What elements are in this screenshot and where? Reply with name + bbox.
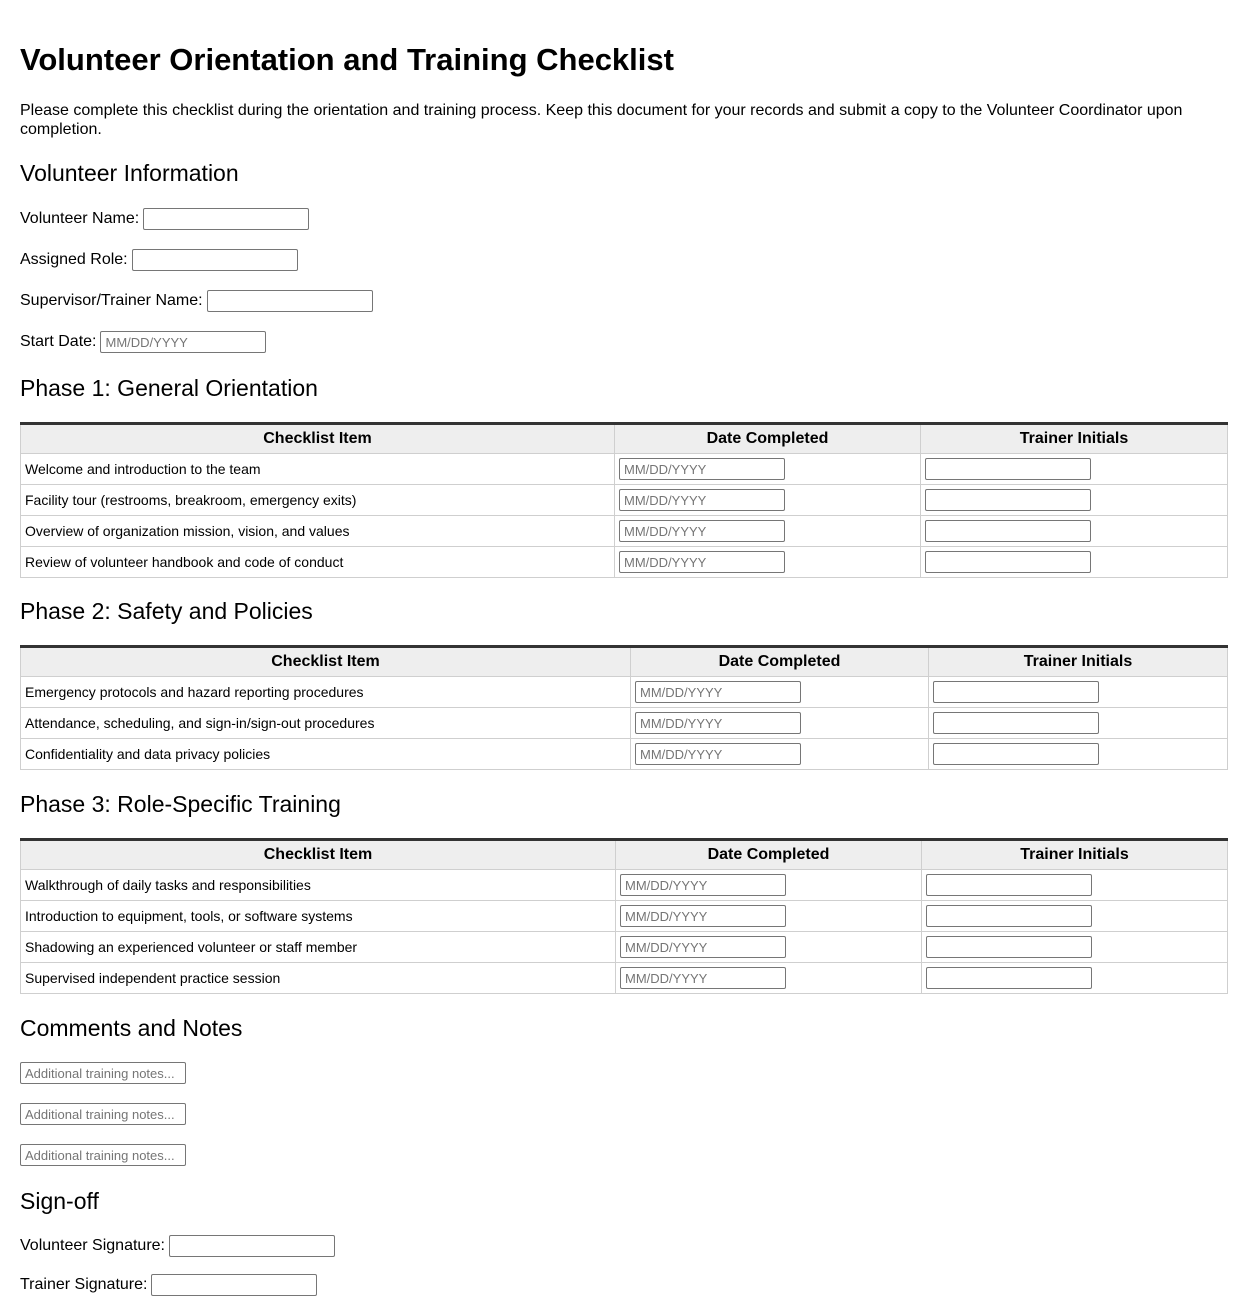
trainer-initials-input[interactable] <box>926 874 1092 896</box>
phase3-table <box>20 838 1228 994</box>
table-row <box>21 932 1228 963</box>
intro-text: Please complete this checklist during the orientation and training process. Keep this document for your records and submit a copy to the Volunteer Coordinator upon completion. <box>20 102 1183 138</box>
checklist-item-label: Review of volunteer handbook and code of conduct <box>21 547 615 578</box>
volunteer-signature-row <box>20 1235 335 1257</box>
date-completed-input[interactable] <box>620 905 786 927</box>
trainer-signature-row <box>20 1274 317 1296</box>
table-row <box>21 485 1228 516</box>
trainer-initials-cell <box>921 454 1228 485</box>
phase1-table <box>20 422 1228 578</box>
col-header-date: Date Completed <box>616 840 922 870</box>
checklist-item-label: Walkthrough of daily tasks and responsibilities <box>21 870 616 901</box>
date-completed-input[interactable] <box>635 712 801 734</box>
notes-input-2[interactable] <box>20 1103 186 1125</box>
date-completed-input[interactable] <box>635 681 801 703</box>
col-header-item: Checklist Item <box>21 647 631 677</box>
comments-heading: Comments and Notes <box>20 1015 243 1041</box>
trainer-initials-input[interactable] <box>925 520 1091 542</box>
checklist-item-label: Facility tour (restrooms, breakroom, emergency exits) <box>21 485 615 516</box>
col-header-initials: Trainer Initials <box>922 840 1228 870</box>
checklist-item-label: Emergency protocols and hazard reporting procedures <box>21 677 631 708</box>
start-date-row <box>20 331 266 353</box>
phase1-rows <box>21 454 1228 578</box>
checklist-item-label: Shadowing an experienced volunteer or staff member <box>21 932 616 963</box>
trainer-initials-input[interactable] <box>926 967 1092 989</box>
table-header-row <box>21 647 1228 677</box>
checklist-item-label: Overview of organization mission, vision, and values <box>21 516 615 547</box>
trainer-initials-input[interactable] <box>933 681 1099 703</box>
volunteer-name-label: Volunteer Name: <box>20 210 140 227</box>
date-completed-cell <box>616 932 922 963</box>
signoff-heading: Sign-off <box>20 1188 99 1214</box>
date-completed-cell <box>616 963 922 994</box>
phase2-rows <box>21 677 1228 770</box>
phase3-rows <box>21 870 1228 994</box>
trainer-initials-cell <box>921 516 1228 547</box>
trainer-initials-input[interactable] <box>926 936 1092 958</box>
trainer-signature-label: Trainer Signature: <box>20 1276 148 1293</box>
trainer-initials-cell <box>929 708 1228 739</box>
checklist-item-label: Welcome and introduction to the team <box>21 454 615 485</box>
trainer-initials-cell <box>929 677 1228 708</box>
trainer-initials-input[interactable] <box>925 458 1091 480</box>
notes-input-1[interactable] <box>20 1062 186 1084</box>
col-header-item: Checklist Item <box>21 424 615 454</box>
supervisor-name-label: Supervisor/Trainer Name: <box>20 292 203 309</box>
col-header-date: Date Completed <box>631 647 929 677</box>
trainer-initials-cell <box>921 485 1228 516</box>
phase2-heading: Phase 2: Safety and Policies <box>20 598 313 624</box>
trainer-initials-cell <box>922 901 1228 932</box>
table-row <box>21 901 1228 932</box>
phase2-table <box>20 645 1228 770</box>
table-row <box>21 454 1228 485</box>
trainer-initials-cell <box>922 870 1228 901</box>
phase3-heading: Phase 3: Role-Specific Training <box>20 791 341 817</box>
trainer-initials-cell <box>921 547 1228 578</box>
trainer-initials-input[interactable] <box>926 905 1092 927</box>
trainer-initials-input[interactable] <box>925 489 1091 511</box>
table-row <box>21 870 1228 901</box>
col-header-date: Date Completed <box>615 424 921 454</box>
checklist-item-label: Supervised independent practice session <box>21 963 616 994</box>
date-completed-input[interactable] <box>619 551 785 573</box>
date-completed-cell <box>615 454 921 485</box>
date-completed-cell <box>631 739 929 770</box>
date-completed-input[interactable] <box>620 967 786 989</box>
assigned-role-label: Assigned Role: <box>20 251 128 268</box>
date-completed-cell <box>615 547 921 578</box>
table-header-row <box>21 840 1228 870</box>
volunteer-name-row <box>20 208 309 230</box>
date-completed-cell <box>616 870 922 901</box>
table-row <box>21 547 1228 578</box>
volunteer-signature-label: Volunteer Signature: <box>20 1237 165 1254</box>
date-completed-cell <box>615 485 921 516</box>
notes-input-3[interactable] <box>20 1144 186 1166</box>
date-completed-cell <box>615 516 921 547</box>
trainer-initials-cell <box>922 932 1228 963</box>
trainer-initials-cell <box>922 963 1228 994</box>
col-header-initials: Trainer Initials <box>921 424 1228 454</box>
col-header-initials: Trainer Initials <box>929 647 1228 677</box>
supervisor-name-row <box>20 290 373 312</box>
supervisor-name-input[interactable] <box>207 290 373 312</box>
phase1-heading: Phase 1: General Orientation <box>20 375 318 401</box>
assigned-role-input[interactable] <box>132 249 298 271</box>
table-row <box>21 516 1228 547</box>
table-row <box>21 677 1228 708</box>
checklist-item-label: Confidentiality and data privacy policies <box>21 739 631 770</box>
date-completed-input[interactable] <box>619 520 785 542</box>
trainer-initials-input[interactable] <box>933 712 1099 734</box>
date-completed-cell <box>631 677 929 708</box>
table-row <box>21 739 1228 770</box>
table-row <box>21 708 1228 739</box>
date-completed-input[interactable] <box>619 489 785 511</box>
date-completed-input[interactable] <box>620 936 786 958</box>
trainer-signature-input[interactable] <box>151 1274 317 1296</box>
assigned-role-row <box>20 249 298 271</box>
date-completed-input[interactable] <box>635 743 801 765</box>
volunteer-name-input[interactable] <box>143 208 309 230</box>
trainer-initials-input[interactable] <box>925 551 1091 573</box>
date-completed-input[interactable] <box>619 458 785 480</box>
volunteer-info-heading: Volunteer Information <box>20 160 239 186</box>
checklist-item-label: Introduction to equipment, tools, or software systems <box>21 901 616 932</box>
date-completed-cell <box>616 901 922 932</box>
trainer-initials-cell <box>929 739 1228 770</box>
trainer-initials-input[interactable] <box>933 743 1099 765</box>
table-header-row <box>21 424 1228 454</box>
start-date-label: Start Date: <box>20 333 97 350</box>
table-row <box>21 963 1228 994</box>
checklist-item-label: Attendance, scheduling, and sign-in/sign-out procedures <box>21 708 631 739</box>
start-date-input[interactable] <box>100 331 266 353</box>
volunteer-signature-input[interactable] <box>169 1235 335 1257</box>
col-header-item: Checklist Item <box>21 840 616 870</box>
page-title: Volunteer Orientation and Training Checklist <box>20 42 674 77</box>
date-completed-cell <box>631 708 929 739</box>
date-completed-input[interactable] <box>620 874 786 896</box>
